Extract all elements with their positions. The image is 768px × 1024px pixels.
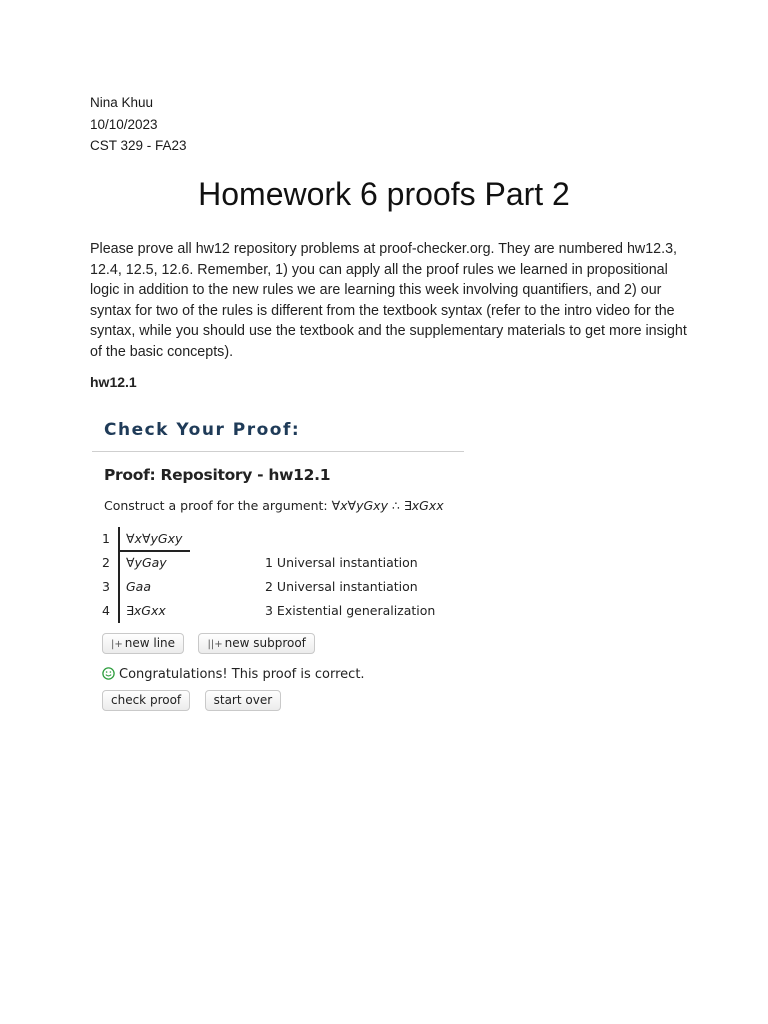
line-number: 4: [102, 603, 110, 618]
status-message: [102, 665, 464, 685]
new-subproof-label: new subproof: [224, 636, 306, 650]
line-formula: ∀x∀yGxy: [126, 531, 183, 546]
add-line-icon: |+: [111, 639, 123, 650]
proof-line: [102, 527, 462, 551]
proof-line: [102, 575, 462, 599]
proof-prompt: [104, 498, 464, 513]
document-title: Homework 6 proofs Part 2: [198, 176, 570, 212]
add-subproof-icon: ||+: [207, 639, 223, 650]
new-line-label: new line: [124, 636, 176, 650]
proof-line: [102, 551, 462, 575]
header-info: [90, 92, 187, 157]
line-formula: ∃xGxx: [126, 603, 166, 618]
line-number: 2: [102, 555, 110, 570]
prompt-text: Construct a proof for the argument:: [104, 498, 332, 513]
author-name: Nina Khuu: [90, 95, 154, 110]
line-number: 3: [102, 579, 110, 594]
divider: [92, 451, 464, 452]
smiley-icon: [102, 667, 115, 687]
intro-paragraph: Please prove all hw12 repository problems at proof-checker.org. They are numbered hw12.3, 12.4, 12.5, 12.6. Remember, 1) you can apply all the proof rules we learned in propositional logic in addition to the new rules we are learning this week involving quantifiers, and 2) our syntax for two of the rules is different from the textbook syntax (refer to the intro video for the syntax, while you should use the textbook and the supplementary materials to get more insight of the basic concepts).: [90, 241, 687, 360]
proof-checker-screenshot: [92, 410, 464, 711]
proof-action-buttons: [102, 690, 464, 711]
status-text: Congratulations! This proof is correct.: [119, 667, 365, 682]
line-justification: 1 Universal instantiation: [265, 555, 418, 570]
proof-line: [102, 599, 462, 623]
line-justification: 3 Existential generalization: [265, 603, 436, 618]
proof-edit-buttons: [102, 633, 464, 657]
argument: ∀x∀yGxy ∴ ∃xGxx: [331, 498, 444, 513]
proof-title: Proof: Repository - hw12.1: [104, 466, 331, 484]
line-justification: 2 Universal instantiation: [265, 579, 418, 594]
line-number: 1: [102, 531, 110, 546]
check-proof-button[interactable]: check proof: [102, 690, 190, 711]
start-over-button[interactable]: start over: [205, 690, 282, 711]
line-formula: Gaa: [126, 579, 152, 594]
proof-table: [102, 527, 464, 623]
new-line-button[interactable]: [102, 633, 184, 654]
panel-heading: Check Your Proof:: [104, 420, 301, 440]
section-label: hw12.1: [90, 374, 137, 390]
course: CST 329 - FA23: [90, 138, 187, 153]
date: 10/10/2023: [90, 116, 158, 132]
new-subproof-button[interactable]: [198, 633, 314, 654]
line-formula: ∀yGay: [126, 555, 167, 570]
